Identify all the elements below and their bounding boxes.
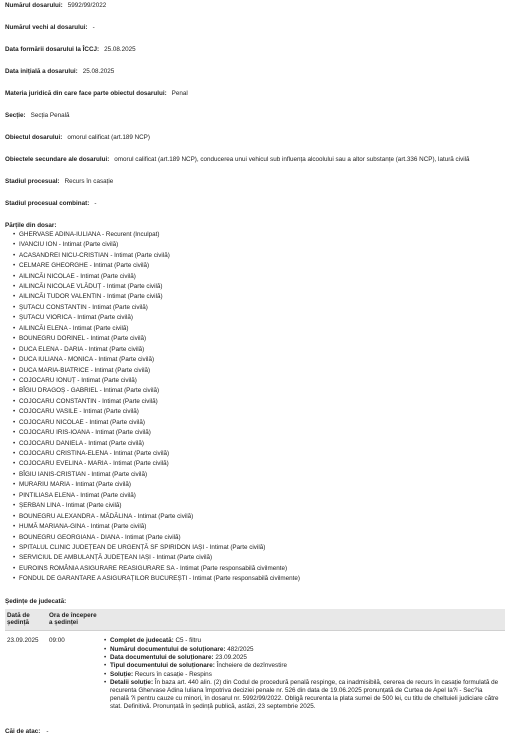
hearing-detail-item	[110, 646, 503, 654]
field-label: Data inițială a dosarului:	[5, 68, 78, 75]
party-item: • COJOCARU NICOLAE - Intimat (Parte civilă)	[19, 419, 506, 429]
detail-value: C5 - filtru	[175, 637, 201, 645]
hearing-date: 23.09.2025	[7, 637, 39, 645]
case-field	[5, 133, 506, 155]
party-item: • COJOCARU DANIELA - Intimat (Parte civilă)	[19, 440, 506, 450]
detail-value: 23.09.2025	[215, 654, 247, 662]
party-item: • COJOCARU VASILE - Intimat (Parte civilă)	[19, 408, 506, 418]
hearings-table	[5, 609, 505, 714]
field-label: Obiectele secundare ale dosarului:	[5, 156, 110, 163]
party-item: • COJOCARU IRIS-IOANA - Intimat (Parte civilă)	[19, 429, 506, 439]
party-item: • IVANCIU ION - Intimat (Parte civilă)	[19, 241, 506, 251]
party-item: • BOUNEGRU GEORGIANA - DIANA - Intimat (Parte civilă)	[19, 534, 506, 544]
detail-label: Numărul documentului de soluționare:	[110, 645, 226, 653]
hearings-header-row	[5, 609, 505, 631]
field-value: Recurs în casație	[64, 178, 114, 185]
detail-label: Soluție:	[110, 670, 134, 678]
hearing-detail-item	[110, 662, 503, 670]
header-time: Ora de începere a ședinței	[47, 609, 101, 631]
party-item: • EUROINS ROMÂNIA ASIGURARE REASIGURARE SA - Intimat (Parte responsabilă civilmente)	[19, 565, 506, 575]
party-item: • ACASANDREI NICU-CRISTIAN - Intimat (Parte civilă)	[19, 252, 506, 262]
party-item: • BÎGIU DRAGOȘ - GABRIEL - Intimat (Parte civilă)	[19, 387, 506, 397]
field-value: 25.08.2025	[82, 68, 115, 75]
detail-value: În baza art. 440 alin. (2) din Codul de procedură penală respinge, ca inadmisibilă, cererea de recurs în casație formulată de recurenta Ghervase Adina Iuliana împotriva deciziei penale nr. 526 din data de 19.06.2025 pronunțată de Curtea de Apel Ia?i - Sec?ia penală ?i pentru cauze cu minori, în dosarul nr. 5992/99/2022. Obligă recurenta la plata sumei de 500 lei, cu titlu de cheltuieli judiciare către stat. Definitivă. Pronunțată în ședință publică, astăzi, 23 septembrie 2025.	[110, 679, 499, 710]
field-label: Numărul vechi al dosarului:	[5, 24, 88, 31]
field-value: omorul calificat (art.189 NCP), conducerea unui vehicul sub influența alcoolului sau a altor substanțe (art.336 NCP), latură civilă	[114, 156, 470, 163]
party-item: • DUCA IULIANA - MONICA - Intimat (Parte civilă)	[19, 356, 506, 366]
party-item: • SPITALUL CLINIC JUDEȚEAN DE URGENȚĂ SF SPIRIDON IAȘI - Intimat (Parte civilă)	[19, 544, 506, 554]
party-item: • SERVICIUL DE AMBULANȚĂ JUDEȚEAN IAȘI - Intimat (Parte civilă)	[19, 554, 506, 564]
field-label: Stadiul procesual combinat:	[5, 200, 90, 207]
field-label: Obiectul dosarului:	[5, 134, 63, 141]
hearing-detail-item	[110, 671, 503, 679]
detail-value: 482/2025	[227, 645, 254, 653]
case-field	[5, 199, 506, 221]
hearing-detail-item	[110, 679, 503, 710]
field-value: Secția Penală	[30, 112, 70, 119]
case-field	[5, 177, 506, 199]
party-item: • AILINCĂI NICOLAE VLĂDUȚ - Intimat (Parte civilă)	[19, 283, 506, 293]
party-item: • COJOCARU IONUȚ - Intimat (Parte civilă)	[19, 377, 506, 387]
hearing-details-list	[103, 637, 503, 710]
party-item: • COJOCARU CRISTINA-ELENA - Intimat (Parte civilă)	[19, 450, 506, 460]
field-value: 25.08.2025	[104, 46, 136, 53]
appeals-value: -	[46, 728, 49, 736]
party-item: • COJOCARU EVELINA - MARIA - Intimat (Parte civilă)	[19, 460, 506, 470]
case-field	[5, 1, 506, 23]
hearings-title: Ședințe de judecată:	[5, 597, 67, 605]
parties-title: Părțile din dosar:	[5, 222, 57, 229]
field-label: Data formării dosarului la ÎCCJ:	[5, 46, 100, 53]
field-value: 5992/99/2022	[67, 2, 107, 9]
party-item: • AILINCĂI TUDOR VALENTIN - Intimat (Parte civilă)	[19, 293, 506, 303]
party-item: • GHERVASE ADINA-IULIANA - Recurent (Inculpat)	[19, 231, 506, 241]
field-label: Materia juridică din care face parte obiectul dosarului:	[5, 90, 167, 97]
case-field	[5, 23, 506, 45]
appeals-label: Căi de atac:	[5, 728, 41, 736]
party-item: • DUCA ELENA - DARIA - Intimat (Parte civilă)	[19, 346, 506, 356]
case-field	[5, 45, 506, 67]
case-field	[5, 155, 506, 177]
appeals-row	[5, 728, 506, 736]
detail-label: Complet de judecată:	[110, 637, 174, 645]
party-item: • AILINCĂI ELENA - Intimat (Parte civilă)	[19, 325, 506, 335]
party-item: • BOUNEGRU ALEXANDRA - MĂDĂLINA - Intimat (Parte civilă)	[19, 513, 506, 523]
party-item: • CELMARE GHEORGHE - Intimat (Parte civilă)	[19, 262, 506, 272]
party-item: • BOUNEGRU DORINEL - Intimat (Parte civilă)	[19, 335, 506, 345]
party-item: • COJOCARU CONSTANTIN - Intimat (Parte civilă)	[19, 398, 506, 408]
field-value: omorul calificat (art.189 NCP)	[67, 134, 150, 141]
hearing-detail-item	[110, 654, 503, 662]
header-date: Dată de ședință	[5, 609, 47, 631]
field-label: Stadiul procesual:	[5, 178, 60, 185]
hearing-detail-item	[110, 637, 503, 645]
party-item: • FONDUL DE GARANTARE A ASIGURAȚILOR BUCUREȘTI - Intimat (Parte responsabilă civilmente)	[19, 575, 506, 585]
party-item: • PINTILIASA ELENA - Intimat (Parte civilă)	[19, 492, 506, 502]
detail-label: Detalii soluție:	[110, 679, 154, 687]
detail-label: Tipul documentului de soluționare:	[110, 662, 215, 670]
party-item: • ȘUTACU VIORICA - Intimat (Parte civilă)	[19, 314, 506, 324]
party-item: • ȘERBAN LINA - Intimat (Parte civilă)	[19, 502, 506, 512]
detail-value: Încheiere de dezînvestire	[216, 662, 287, 670]
case-fields	[5, 1, 506, 221]
detail-value: Recurs în casație - Respins	[134, 670, 212, 678]
field-label: Secție:	[5, 112, 26, 119]
case-field	[5, 111, 506, 133]
party-item: • BÎGIU IANIS-CRISTIAN - Intimat (Parte civilă)	[19, 471, 506, 481]
party-item: • HUMĂ MARIANA-GINA - Intimat (Parte civilă)	[19, 523, 506, 533]
party-item: • ȘUTACU CONSTANTIN - Intimat (Parte civilă)	[19, 304, 506, 314]
header-details	[101, 609, 505, 631]
parties-list	[5, 231, 506, 586]
party-item: • AILINCĂI NICOLAE - Intimat (Parte civilă)	[19, 273, 506, 283]
hearing-time: 09:00	[49, 637, 65, 645]
hearing-details	[101, 631, 505, 714]
field-label: Numărul dosarului:	[5, 2, 63, 9]
case-field	[5, 89, 506, 111]
hearing-row	[5, 631, 505, 714]
case-field	[5, 67, 506, 89]
party-item: • DUCA MARIA-BIATRICE - Intimat (Parte civilă)	[19, 367, 506, 377]
field-value: -	[94, 200, 97, 207]
field-value: -	[92, 24, 95, 31]
detail-label: Data documentului de soluționare:	[110, 654, 214, 662]
field-value: Penal	[171, 90, 188, 97]
party-item: • MURARIU MARIA - Intimat (Parte civilă)	[19, 481, 506, 491]
